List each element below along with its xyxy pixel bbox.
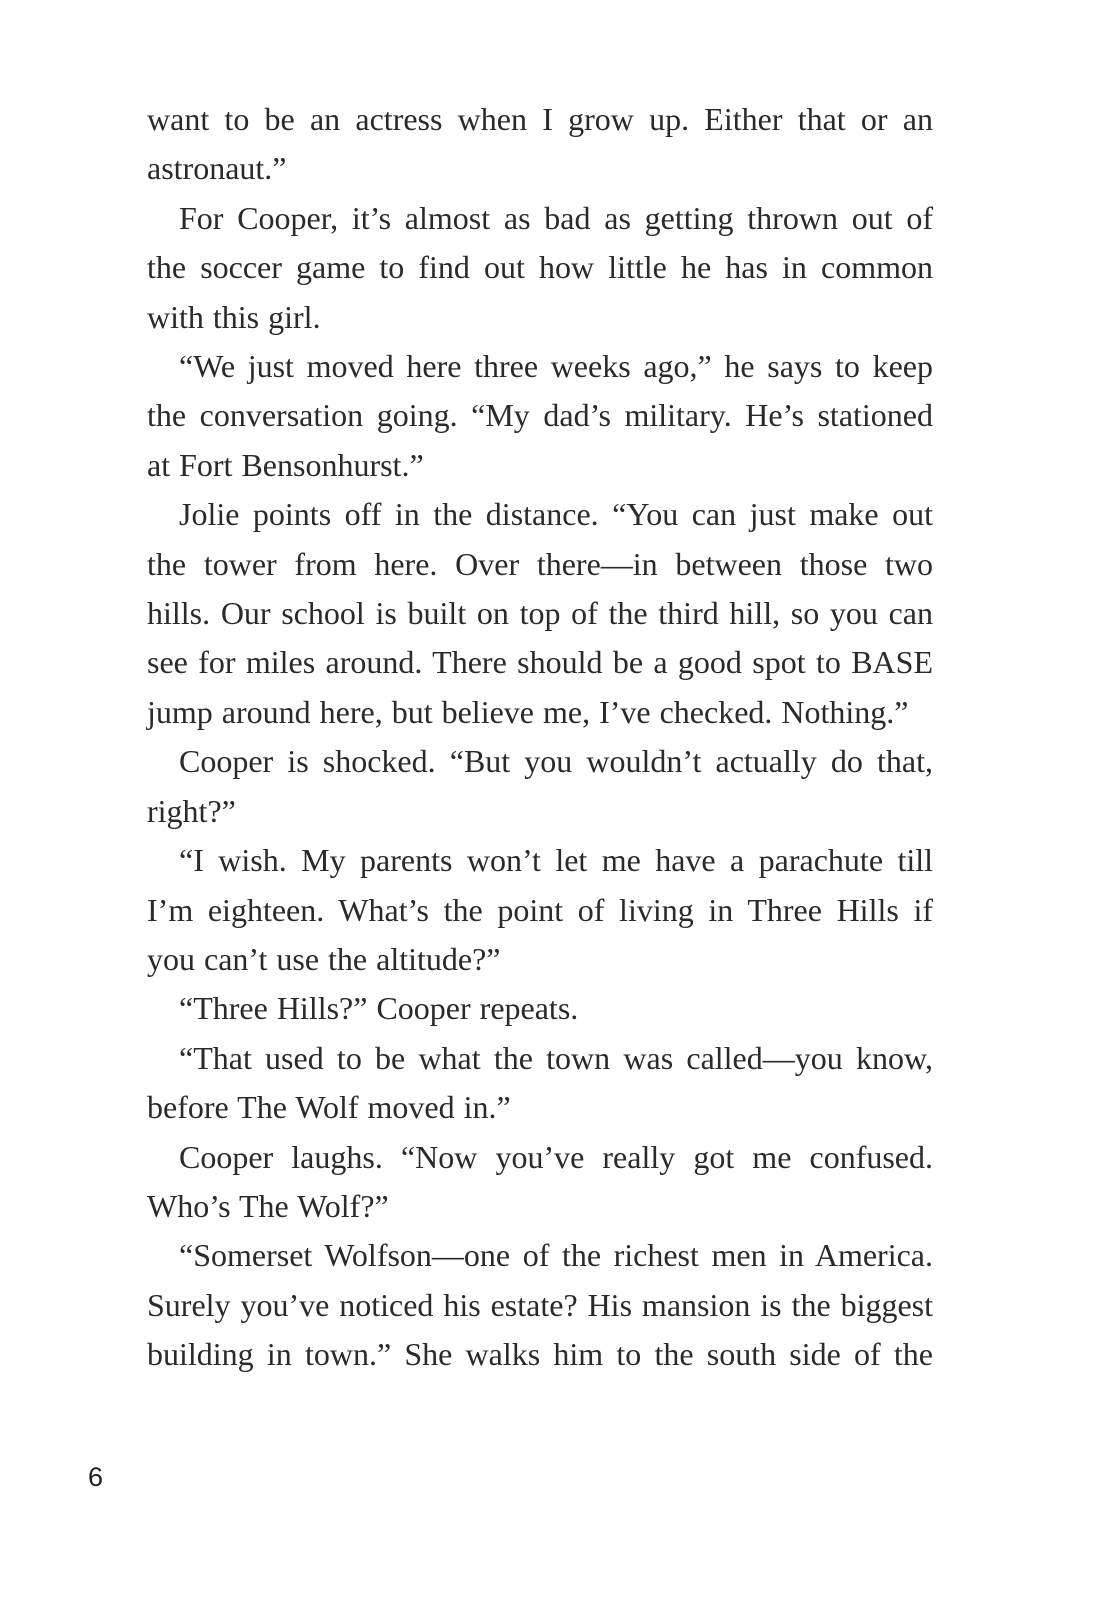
page-number: 6 <box>88 1462 104 1492</box>
paragraph-7: “Three Hills?” Cooper repeats. <box>179 990 579 1027</box>
paragraph-6: “I wish. My parents won’t let me have a parachute till I’m eighteen. What’s the point of living in Three Hills if you can’t use the altitude?” <box>147 842 933 977</box>
paragraph-1: want to be an actress when I grow up. Either that or an astronaut.” <box>147 101 933 187</box>
paragraph-10: “Somerset Wolfson—one of the richest men in America. Surely you’ve noticed his estate? His mansion is the biggest building in town.” She walks him to the south side of the <box>147 1237 933 1373</box>
paragraph-5: Cooper is shocked. “But you wouldn’t actually do that, right?” <box>147 743 933 829</box>
paragraph-3: “We just moved here three weeks ago,” he says to keep the conversation going. “My dad’s military. He’s stationed at Fort Bensonhurst.” <box>147 348 933 483</box>
paragraph-2: For Cooper, it’s almost as bad as getting thrown out of the soccer game to find out how little he has in common with this girl. <box>147 199 933 335</box>
paragraph-4: Jolie points off in the distance. “You can just make out the tower from here. Over there—in between those two hills. Our school is built on top of the third hill, so you can see for miles around. There should be a good spot to BASE jump around here, but believe me, I’ve checked. Nothing.” <box>147 496 933 730</box>
body-text <box>147 95 933 1380</box>
paragraph-8: “That used to be what the town was called—you know, before The Wolf moved in.” <box>147 1039 933 1126</box>
paragraph-9: Cooper laughs. “Now you’ve really got me confused. Who’s The Wolf?” <box>147 1138 933 1224</box>
